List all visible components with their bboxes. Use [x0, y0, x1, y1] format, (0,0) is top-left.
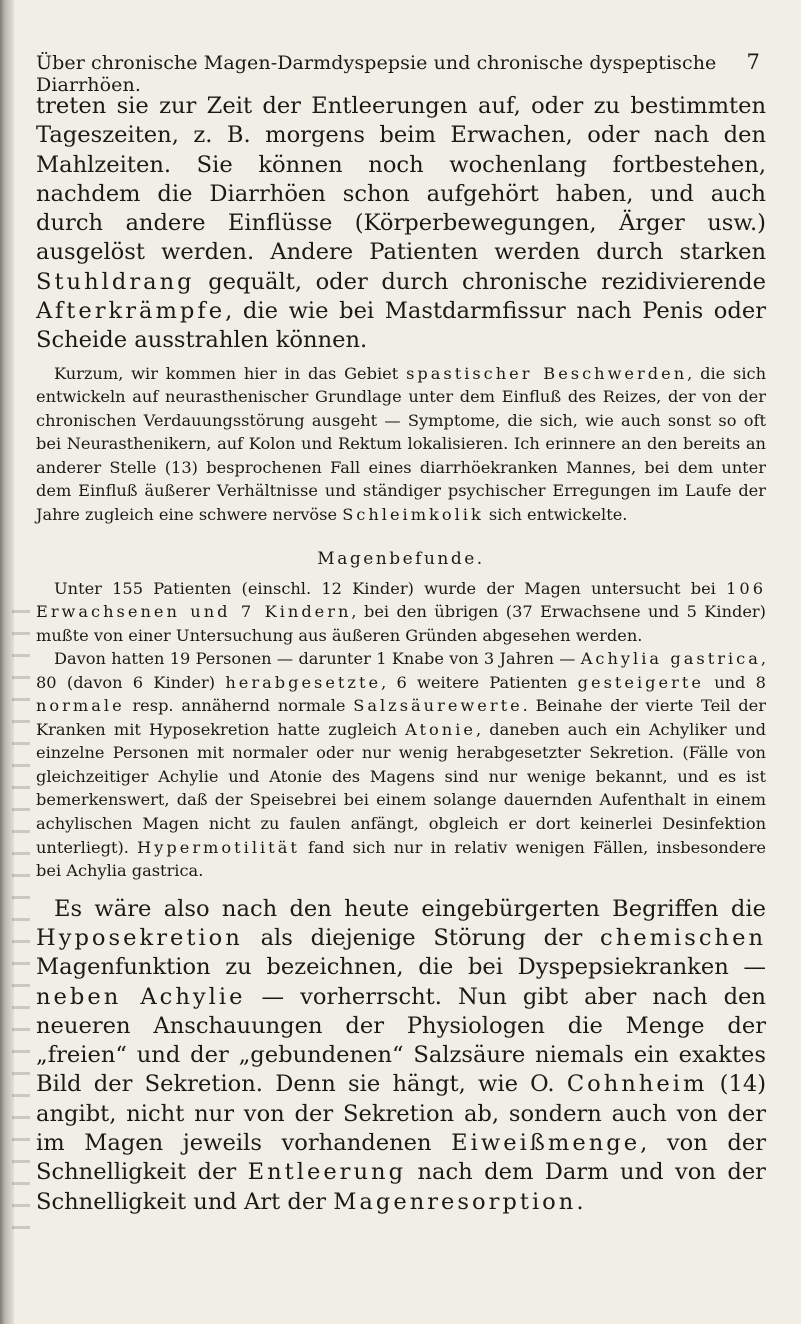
text-run: , daneben auch ein Achyliker und einzelne Personen mit normaler oder nur wenig herabgesetzter Sekretion. (Fälle von gleichzeitiger Achylie und Atonie des Magens sind nur wenige bekannt, und es ist bemerkenswert, daß der Speisebrei bei einem solange dauernden Aufenthalt in einem achylischen Magen nicht zu faulen anfängt, obgleich er dort keinerlei Desinfektion unterliegt).	[36, 719, 766, 857]
page-number: 7	[746, 50, 760, 74]
running-title: Über chronische Magen-Darmdyspepsie und chronische dyspeptische Diarrhöen.	[36, 52, 717, 96]
spaced-term: chemischen	[600, 924, 766, 951]
text-run: Unter 155 Patienten (einschl. 12 Kinder) wurde der Magen untersucht bei	[54, 578, 727, 598]
spaced-term: spastischer Beschwerden	[406, 363, 688, 383]
spaced-term: Eiweißmenge	[451, 1129, 641, 1156]
text-run: .	[576, 1188, 584, 1215]
spaced-term: neben Achylie	[36, 983, 246, 1010]
text-run: , bei den übrigen (37 Erwachsene und 5 Kinder) mußte von einer Untersuchung aus äußeren Gründen abgesehen werden.	[36, 602, 766, 645]
page-body	[36, 92, 766, 1217]
spaced-term: Atonie	[405, 719, 476, 739]
text-run: , 6 weitere Patienten	[381, 672, 578, 692]
text-run: gequält, oder durch chronische rezidivierende	[194, 268, 766, 295]
spaced-term: Schleimkolik	[342, 504, 484, 524]
paragraph-befunde	[36, 647, 766, 882]
spaced-term: Salzsäurewerte	[353, 696, 523, 716]
text-run: als diejenige Störung der	[242, 924, 601, 951]
paragraph-spastische-beschwerden	[36, 362, 766, 527]
text-run: treten sie zur Zeit der Entleerungen auf, oder zu bestimmten Tageszeiten, z. B. morgens beim Erwachen, oder nach den Mahlzeiten. Sie können noch wochenlang fortbestehen, nachdem die Diarrhöen schon aufgehört haben, und auch durch andere Einflüsse (Körperbewegungen, Ärger usw.) ausgelöst werden. Andere Patienten werden durch starken	[36, 93, 766, 266]
spaced-term: Cohnheim	[566, 1071, 708, 1098]
text-run: sich entwickelte.	[483, 504, 628, 524]
text-run: Es wäre also nach den heute eingebürgerten Begriffen die	[54, 895, 766, 922]
text-run: fand sich nur in relativ wenigen Fällen, insbesondere bei Achylia gastrica.	[36, 837, 766, 881]
spaced-term: gesteigerte	[577, 672, 704, 692]
section-heading: Magenbefunde.	[317, 548, 485, 569]
spine-edge-marks	[12, 610, 30, 1230]
text-run: , die sich entwickeln auf neurasthenischer Grundlage unter dem Einfluß des Reizes, der von der chronischen Verdauungsstörung ausgeht — Symptome, die sich, wie auch sonst so oft bei Neurasthenikern, auf Kolon und Rektum lokalisieren. Ich erinnere an den bereits an anderer Stelle (13) besprochenen Fall eines diarrhöekranken Mannes, bei dem unter dem Einfluß äußerer Verhältnisse und ständiger psychischer Erregungen im Laufe der Jahre zugleich eine schwere nervöse	[36, 363, 766, 524]
spaced-term: Hyposekretion	[36, 924, 243, 951]
text-run: nach dem Darm und von der Schnelligkeit und Art der	[36, 1159, 766, 1215]
text-run: — vorherrscht. Nun gibt aber nach den neueren Anschauungen der Physiologen die Menge der „freien“ und der „gebundenen“ Salzsäure niemals ein exaktes Bild der Sekretion. Denn sie hängt, wie O.	[36, 983, 766, 1098]
spaced-term: 106 Erwachsenen und 7 Kindern	[36, 578, 766, 622]
text-run: , die wie bei Mastdarmfissur nach Penis oder Scheide ausstrahlen können.	[36, 298, 766, 354]
text-run: . Beinahe der vierte Teil der Kranken mit Hyposekretion hatte zugleich	[36, 696, 766, 739]
text-run: Davon hatten 19 Personen — darunter 1 Knabe von 3 Jahren —	[54, 649, 581, 669]
spaced-term: Afterkrämpfe	[36, 298, 226, 325]
text-run: (14) angibt, nicht nur von der Sekretion ab, sondern auch von der im Magen jeweils vorhandenen	[36, 1071, 767, 1156]
paragraph-patienten	[36, 577, 766, 648]
paragraph-afterkraempfe	[36, 92, 766, 356]
spaced-term: Achylia gastrica	[580, 649, 761, 669]
text-run: resp. annähernd normale	[124, 696, 354, 716]
paragraph-hyposekretion	[36, 895, 766, 1217]
spaced-term: normale	[36, 696, 125, 716]
spaced-term: Stuhldrang	[36, 268, 195, 295]
running-header	[36, 50, 766, 96]
spaced-term: herabgesetzte	[225, 672, 382, 692]
text-run: , von der Schnelligkeit der	[36, 1129, 766, 1186]
text-run: Magenfunktion zu bezeichnen, die bei Dyspepsiekranken —	[36, 954, 766, 981]
spaced-term: Entleerung	[247, 1159, 407, 1186]
text-run: , 80 (davon 6 Kinder)	[36, 649, 766, 692]
text-run: Kurzum, wir kommen hier in das Gebiet	[54, 363, 407, 383]
spaced-term: Magenresorption	[333, 1188, 577, 1215]
text-run: und 8	[703, 672, 766, 692]
spaced-term: Hypermotilität	[137, 837, 300, 857]
